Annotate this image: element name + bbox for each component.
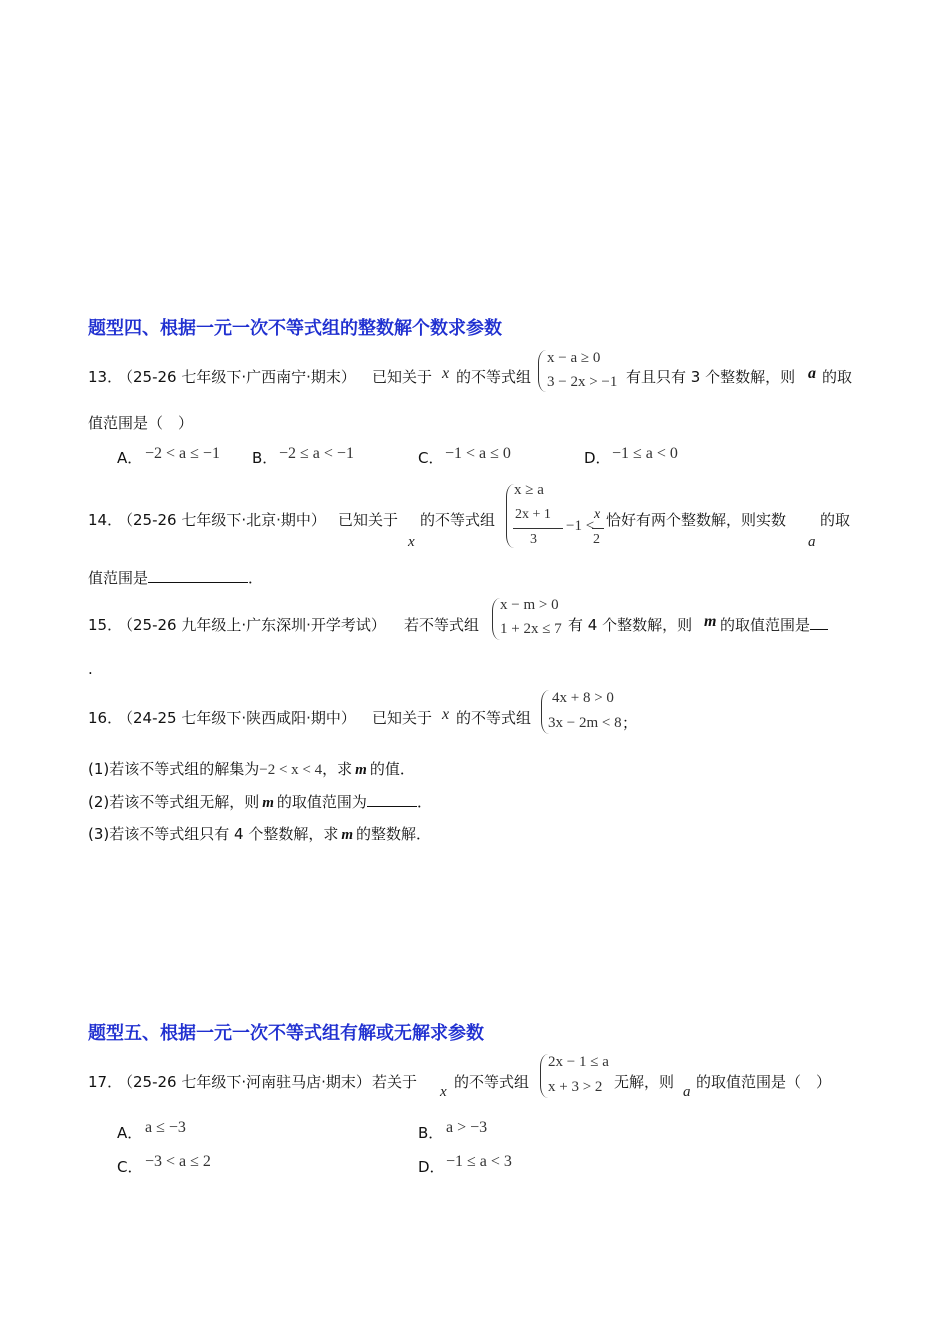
q16-number: 16． [88, 709, 123, 727]
q17-option-d-math: −1 ≤ a < 3 [446, 1153, 512, 1170]
q15-text-b: 有 4 个整数解，则 [568, 616, 693, 634]
q16-p1-text-a: (1)若该不等式组的解集为 [88, 760, 260, 778]
q14-source: （25-26 七年级下·北京·期中） [118, 511, 326, 529]
q16-p2-text-a: (2)若该不等式组无解，则 [88, 793, 260, 811]
q13-option-a-label: A． [117, 449, 143, 467]
q16-p1-math: −2 < x < 4 [259, 762, 323, 778]
q14-frac2-den: 2 [593, 532, 600, 547]
q15-brace [492, 598, 500, 640]
q13-text-b: 的不等式组 [456, 368, 532, 386]
q14-var-a: a [808, 534, 816, 550]
q16-p1-text-b: ，求 [322, 760, 353, 778]
q13-brace [538, 350, 546, 392]
q17-option-b-label: B． [418, 1124, 444, 1142]
q14-brace [506, 484, 514, 548]
q16-var-x: x [442, 706, 450, 723]
q13-option-c-math: −1 < a ≤ 0 [445, 445, 511, 462]
q13-option-c-label: C． [418, 449, 444, 467]
q14-frac-line [513, 528, 563, 529]
q15-sys-2: 1 + 2x ≤ 7 [500, 621, 562, 637]
q16-text-b: 的不等式组 [456, 709, 532, 727]
q16-part-2 [88, 791, 432, 812]
section-5-title: 题型五、根据一元一次不等式组有解或无解求参数 [88, 1023, 484, 1044]
q16-p2-var-m: m [262, 795, 274, 811]
q17-sys-2: x + 3 > 2 [548, 1079, 603, 1095]
q15-text-c-label: 的取值范围是 [720, 616, 811, 634]
q13-option-a-math: −2 < a ≤ −1 [145, 445, 220, 462]
q14-text-a: 已知关于 [338, 511, 399, 529]
q16-part-3 [88, 823, 431, 844]
q16-sys-2: 3x − 2m < 8 [548, 715, 622, 731]
q17-option-b-math: a > −3 [446, 1119, 488, 1136]
q15-line-2: . [88, 660, 93, 678]
q16-sys-1: 4x + 8 > 0 [552, 690, 614, 706]
q14-text-c: 恰好有两个整数解，则实数 [606, 511, 787, 529]
q16-part-1 [88, 758, 415, 779]
q15-text-a: 若不等式组 [404, 616, 480, 634]
q16-source: （24-25 七年级下·陕西咸阳·期中） [118, 709, 356, 727]
q16-p2-text-b: 的取值范围为 [276, 793, 367, 811]
q14-mid: −1 < [566, 518, 595, 534]
q13-option-d-label: D． [584, 449, 611, 467]
q15-source: （25-26 九年级上·广东深圳·开学考试） [118, 616, 386, 634]
q17-option-c-label: C． [117, 1158, 143, 1176]
q14-frac-den: 3 [530, 532, 537, 547]
q16-p1-var-m: m [355, 762, 367, 778]
q14-answer-blank[interactable] [148, 568, 248, 583]
q14-frac-num: 2x + 1 [515, 507, 551, 522]
q13-option-d-math: −1 ≤ a < 0 [612, 445, 678, 462]
q14-var-x: x [408, 534, 415, 550]
q17-var-a: a [683, 1084, 691, 1100]
q14-line-2-text: 值范围是 [88, 569, 149, 587]
q16-text-c: ； [622, 714, 638, 732]
section-4-title: 题型四、根据一元一次不等式组的整数解个数求参数 [88, 318, 502, 339]
q16-text-a: 已知关于 [372, 709, 433, 727]
q17-option-d-label: D． [418, 1158, 445, 1176]
q16-answer-blank[interactable] [367, 792, 417, 807]
q16-p3-text-a: (3)若该不等式组只有 4 个整数解，求 [88, 825, 339, 843]
q13-option-b-math: −2 ≤ a < −1 [279, 445, 354, 462]
q15-var-m: m [704, 613, 717, 630]
q14-line-2 [88, 567, 263, 588]
q13-text-a: 已知关于 [372, 368, 433, 386]
q13-sys-1: x − a ≥ 0 [547, 350, 601, 366]
q13-line-2: 值范围是（ ） [88, 414, 194, 432]
q13-option-b-label: B． [252, 449, 278, 467]
q15-answer-blank[interactable] [810, 615, 828, 630]
q17-sys-1: 2x − 1 ≤ a [548, 1054, 609, 1070]
q14-sys-1: x ≥ a [514, 482, 544, 498]
q14-frac2-num: x [594, 507, 601, 522]
q16-p3-var-m: m [341, 827, 354, 843]
q17-source: （25-26 七年级下·河南驻马店·期末） [118, 1073, 371, 1091]
q14-number: 14． [88, 511, 123, 529]
q17-number: 17． [88, 1073, 123, 1091]
q17-text-b: 的不等式组 [454, 1073, 530, 1091]
q13-var-x: x [442, 365, 450, 382]
q17-text-a: 若关于 [372, 1073, 418, 1091]
q13-text-d: 的取 [822, 368, 853, 386]
q15-sys-1: x − m > 0 [500, 597, 559, 613]
q17-option-c-math: −3 < a ≤ 2 [145, 1153, 211, 1170]
q15-text-c [720, 614, 828, 635]
q17-option-a-math: a ≤ −3 [145, 1119, 186, 1136]
q14-text-b: 的不等式组 [420, 511, 496, 529]
q13-number: 13． [88, 368, 123, 386]
q14-line-2-end: ． [248, 569, 264, 587]
q17-brace [540, 1054, 548, 1098]
q13-var-a: a [808, 365, 816, 382]
q13-source: （25-26 七年级下·广西南宁·期末） [118, 368, 356, 386]
q13-text-c: 有且只有 3 个整数解，则 [626, 368, 796, 386]
q13-sys-2: 3 − 2x > −1 [547, 374, 618, 390]
q16-p3-text-b: 的整数解． [356, 825, 432, 843]
q15-number: 15． [88, 616, 123, 634]
q17-var-x: x [440, 1084, 447, 1100]
q14-frac2-line [592, 528, 604, 529]
q17-text-c: 无解，则 [614, 1073, 675, 1091]
q17-text-d: 的取值范围是（ ） [696, 1073, 832, 1091]
q16-p1-text-c: 的值． [369, 760, 415, 778]
q14-text-d: 的取 [820, 511, 851, 529]
q17-option-a-label: A． [117, 1124, 143, 1142]
q16-p2-text-c: ． [416, 793, 432, 811]
